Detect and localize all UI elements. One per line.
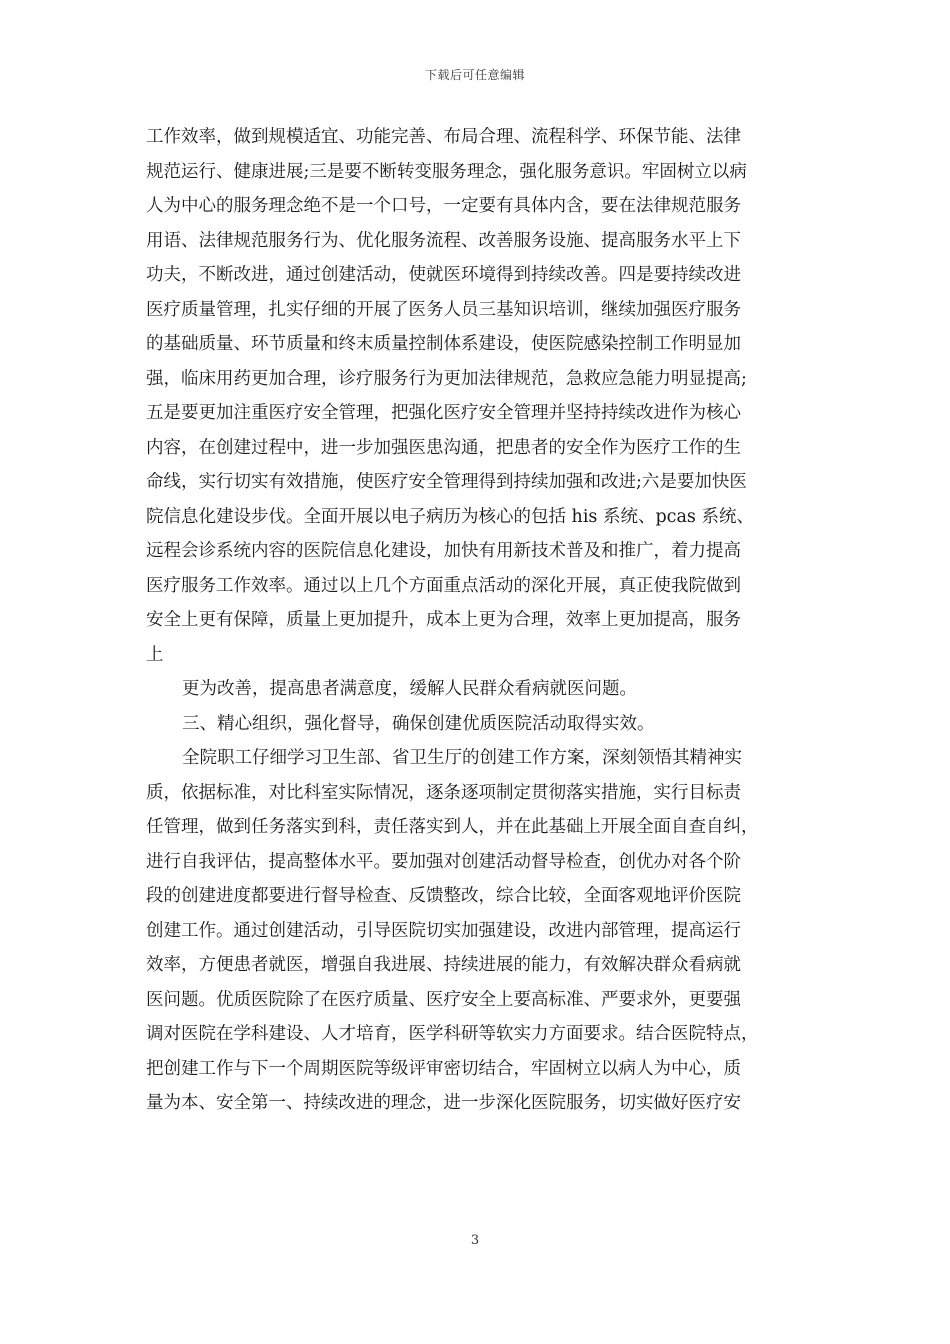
- text-line: 安全上更有保障，质量上更加提升，成本上更为合理，效率上更加提高，服务: [146, 610, 741, 630]
- text-line: 调对医院在学科建设、人才培育，医学科研等软实力方面要求。结合医院特点，: [146, 1024, 759, 1044]
- text-line: 的基础质量、环节质量和终末质量控制体系建设，使医院感染控制工作明显加: [146, 334, 741, 354]
- text-line: 创建工作。通过创建活动，引导医院切实加强建设，改进内部管理，提高运行: [146, 920, 741, 941]
- text-line: 效率，方便患者就医，增强自我进展、持续进展的能力，有效解决群众看病就: [146, 955, 741, 975]
- text-line: 全院职工仔细学习卫生部、省卫生厅的创建工作方案，深刻领悟其精神实: [182, 748, 742, 768]
- text-line: 功夫，不断改进，通过创建活动，使就医环境得到持续改善。四是要持续改进: [146, 265, 741, 285]
- text-line: 强，临床用药更加合理，诊疗服务行为更加法律规范，急救应急能力明显提高;: [146, 368, 747, 389]
- text-line: 人为中心的服务理念绝不是一个口号，一定要有具体内含，要在法律规范服务: [146, 196, 741, 216]
- text-line: 上: [146, 644, 164, 665]
- text-line: 命线，实行切实有效措施，使医疗安全管理得到持续加强和改进;六是要加快医: [146, 472, 747, 492]
- text-line: 医问题。优质医院除了在医疗质量、医疗安全上要高标准、严要求外，更要强: [146, 989, 741, 1010]
- page-number: 3: [470, 1233, 480, 1248]
- text-line: 质，依据标准，对比科室实际情况，逐条逐项制定贯彻落实措施，实行目标责: [146, 782, 741, 803]
- text-line: 远程会诊系统内容的医院信息化建设，加快有用新技术普及和推广，着力提高: [146, 541, 741, 561]
- text-line: 段的创建进度都要进行督导检查、反馈整改，综合比较，全面客观地评价医院: [146, 886, 741, 906]
- text-line: 进行自我评估，提高整体水平。要加强对创建活动督导检查，创优办对各个阶: [146, 851, 741, 872]
- text-line: 量为本、安全第一、持续改进的理念，进一步深化医院服务，切实做好医疗安: [146, 1093, 741, 1113]
- text-line: 任管理，做到任务落实到科，责任落实到人，并在此基础上开展全面自查自纠，: [146, 817, 759, 837]
- text-line: 内容，在创建过程中，进一步加强医患沟通，把患者的安全作为医疗工作的生: [146, 437, 741, 458]
- text-line: 医疗服务工作效率。通过以上几个方面重点活动的深化开展，真正使我院做到: [146, 575, 741, 596]
- text-line: 院信息化建设步伐。全面开展以电子病历为核心的包括 his 系统、pcas 系统、: [146, 506, 754, 527]
- text-line: 工作效率，做到规模适宜、功能完善、布局合理、流程科学、环保节能、法律: [146, 127, 741, 147]
- text-line: 医疗质量管理，扎实仔细的开展了医务人员三基知识培训，继续加强医疗服务: [146, 299, 741, 320]
- text-line: 规范运行、健康进展;三是要不断转变服务理念，强化服务意识。牢固树立以病: [146, 161, 747, 182]
- text-line: 把创建工作与下一个周期医院等级评审密切结合，牢固树立以病人为中心，质: [146, 1058, 741, 1079]
- text-line: 更为改善，提高患者满意度，缓解人民群众看病就医问题。: [182, 679, 637, 699]
- page-header-note: 下载后可任意编辑: [424, 68, 525, 82]
- document-body: [146, 120, 816, 1121]
- section-heading: 三、精心组织，强化督导，确保创建优质医院活动取得实效。: [182, 713, 655, 734]
- text-line: 五是要更加注重医疗安全管理，把强化医疗安全管理并坚持持续改进作为核心: [146, 403, 741, 423]
- text-line: 用语、法律规范服务行为、优化服务流程、改善服务设施、提高服务水平上下: [146, 230, 741, 251]
